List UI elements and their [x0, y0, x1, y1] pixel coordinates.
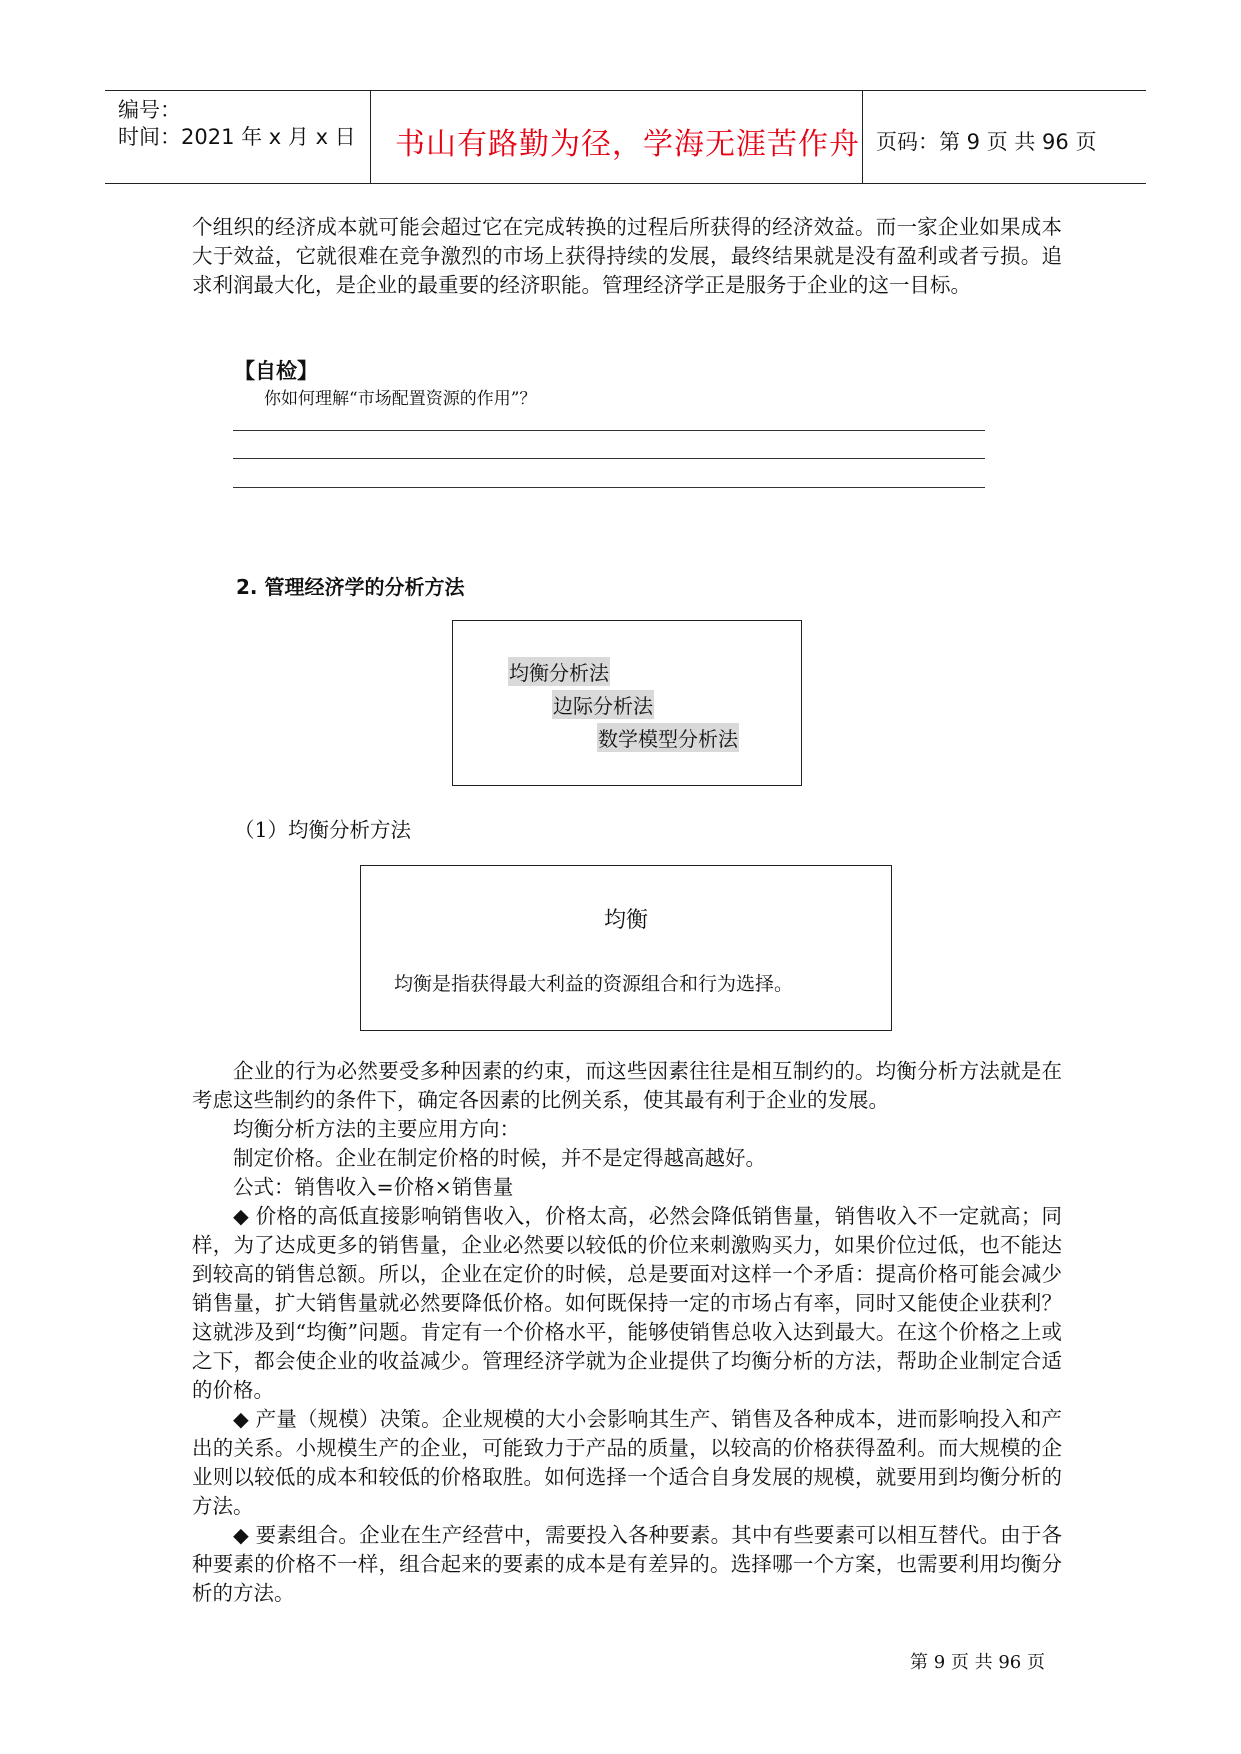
intro-paragraph — [192, 213, 1062, 300]
methods-box — [452, 620, 802, 786]
section2-heading: 2. 管理经济学的分析方法 — [236, 575, 465, 599]
header-page-label: 页码：第 9 页 共 96 页 — [876, 130, 1097, 154]
self-check-title: 【自检】 — [234, 359, 318, 383]
bullet-scale: ◆ 产量（规模）决策。企业规模的大小会影响其生产、销售及各种成本，进而影响投入和产出的关系。小规模生产的企业，可能致力于产品的质量，以较高的价格获得盈利。而大规模的企业则以较低的成本和较低的价格取胜。如何选择一个适合自身发展的规模，就要用到均衡分析的方法。 — [192, 1407, 1062, 1518]
header-time-label: 时间：2021 年 x 月 x 日 — [118, 125, 356, 149]
answer-line-3 — [233, 487, 985, 488]
body-paragraph-formula: 公式：销售收入=价格×销售量 — [233, 1175, 514, 1199]
body-text — [192, 1057, 1062, 1608]
answer-line-1 — [233, 430, 985, 431]
body-paragraph-1: 企业的行为必然要受多种因素的约束，而这些因素往往是相互制约的。均衡分析方法就是在考虑这些制约的条件下，确定各因素的比例关系，使其最有利于企业的发展。 — [192, 1059, 1062, 1112]
header-number-label: 编号： — [118, 98, 181, 122]
intro-text: 个组织的经济成本就可能会超过它在完成转换的过程后所获得的经济效益。而一家企业如果成本大于效益，它就很难在竞争激烈的市场上获得持续的发展，最终结果就是没有盈利或者亏损。追求利润最大化，是企业的最重要的经济职能。管理经济学正是服务于企业的这一目标。 — [192, 215, 1062, 297]
body-paragraph-3: 制定价格。企业在制定价格的时候，并不是定得越高越好。 — [233, 1146, 766, 1170]
bullet-factors: ◆ 要素组合。企业在生产经营中，需要投入各种要素。其中有些要素可以相互替代。由于各种要素的价格不一样，组合起来的要素的成本是有差异的。选择哪一个方案，也需要利用均衡分析的方法。 — [192, 1523, 1062, 1605]
answer-line-2 — [233, 458, 985, 459]
definition-box — [360, 865, 892, 1031]
header-top-border — [105, 90, 1146, 91]
definition-title: 均衡 — [603, 908, 648, 933]
method-math-model: 数学模型分析法 — [597, 723, 739, 752]
header-bottom-border — [105, 183, 1146, 184]
subsection1-heading: （1）均衡分析方法 — [234, 818, 412, 842]
bullet-price: ◆ 价格的高低直接影响销售收入，价格太高，必然会降低销售量，销售收入不一定就高；同样，为了达成更多的销售量，企业必然要以较低的价位来刺激购买力，如果价位过低，也不能达到较高的销售总额。所以，企业在定价的时候，总是要面对这样一个矛盾：提高价格可能会减少销售量，扩大销售量就必然要降低价格。如何既保持一定的市场占有率，同时又能使企业获利？这就涉及到“均衡”问题。肯定有一个价格水平，能够使销售总收入达到最大。在这个价格之上或之下，都会使企业的收益减少。管理经济学就为企业提供了均衡分析的方法，帮助企业制定合适的价格。 — [192, 1204, 1062, 1402]
self-check-question: 你如何理解“市场配置资源的作用”？ — [264, 389, 537, 409]
body-paragraph-2: 均衡分析方法的主要应用方向： — [233, 1117, 520, 1141]
method-equilibrium: 均衡分析法 — [508, 657, 610, 686]
header-motto: 书山有路勤为径，学海无涯苦作舟 — [395, 127, 860, 162]
method-marginal: 边际分析法 — [552, 690, 654, 719]
definition-text: 均衡是指获得最大利益的资源组合和行为选择。 — [394, 973, 794, 995]
header-divider-left — [370, 90, 371, 183]
footer-page-number: 第 9 页 共 96 页 — [910, 1652, 1045, 1673]
header-divider-right — [862, 90, 863, 183]
